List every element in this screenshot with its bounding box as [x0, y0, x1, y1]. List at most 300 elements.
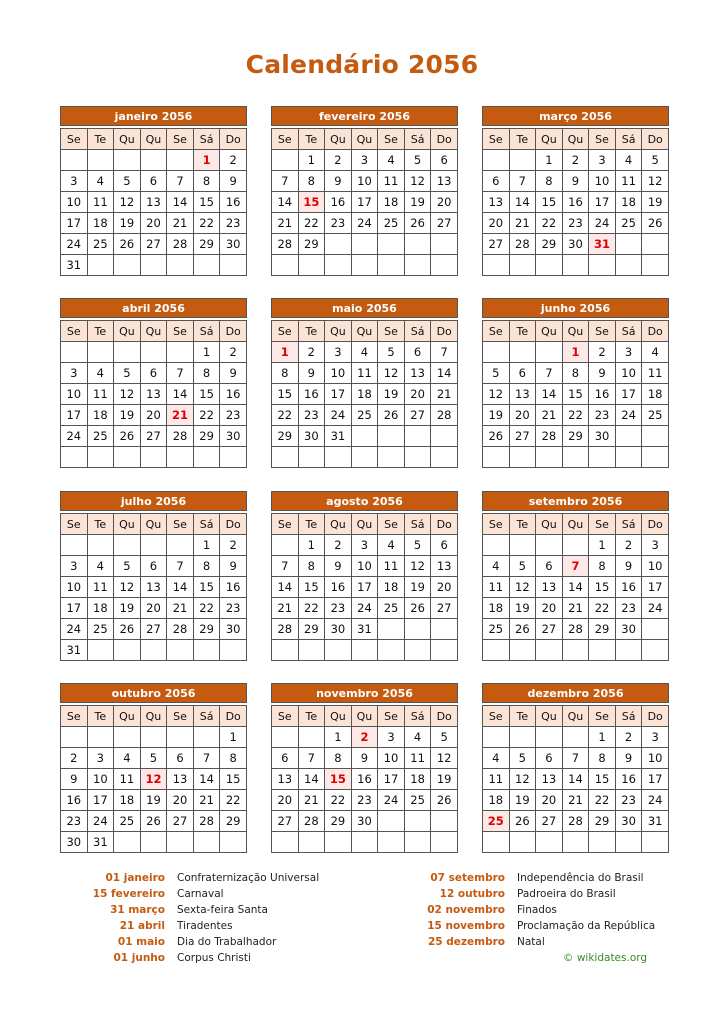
day-cell: 7	[167, 363, 194, 384]
day-cell: 2	[220, 535, 247, 556]
day-cell: 26	[431, 790, 458, 811]
empty-cell	[536, 727, 563, 748]
day-cell: 30	[562, 234, 589, 255]
empty-cell	[325, 255, 352, 276]
day-cell: 30	[220, 619, 247, 640]
day-cell: 13	[431, 171, 458, 192]
day-cell: 2	[615, 727, 642, 748]
day-cell: 1	[536, 150, 563, 171]
day-cell: 27	[431, 213, 458, 234]
day-cell: 22	[562, 405, 589, 426]
day-cell: 22	[193, 405, 220, 426]
empty-cell	[140, 342, 167, 363]
month-8	[482, 491, 669, 661]
month-title: abril 2056	[60, 298, 247, 318]
day-cell: 5	[509, 748, 536, 769]
day-cell: 6	[431, 535, 458, 556]
day-cell: 5	[431, 727, 458, 748]
day-cell: 5	[114, 363, 141, 384]
day-cell: 27	[536, 619, 563, 640]
day-cell: 28	[193, 811, 220, 832]
day-cell: 8	[589, 748, 616, 769]
day-cell: 24	[61, 426, 88, 447]
day-cell: 17	[615, 384, 642, 405]
day-cell: 7	[536, 363, 563, 384]
day-cell: 13	[272, 769, 299, 790]
week-row	[272, 577, 458, 598]
day-cell: 17	[589, 192, 616, 213]
day-cell: 3	[61, 363, 88, 384]
day-cell: 26	[642, 213, 669, 234]
day-cell: 16	[589, 384, 616, 405]
empty-cell	[536, 342, 563, 363]
holiday-date: 15 fevereiro	[92, 888, 165, 900]
day-cell: 16	[298, 384, 325, 405]
week-row	[61, 811, 247, 832]
empty-cell	[509, 255, 536, 276]
day-cell: 3	[351, 150, 378, 171]
week-row	[483, 727, 669, 748]
empty-cell	[615, 234, 642, 255]
day-cell: 1	[220, 727, 247, 748]
day-cell: 28	[167, 234, 194, 255]
day-cell: 15	[589, 769, 616, 790]
month-table	[271, 320, 458, 468]
week-row	[272, 769, 458, 790]
day-cell: 19	[114, 598, 141, 619]
month-title: setembro 2056	[482, 491, 669, 511]
weekday-label: Do	[220, 706, 247, 727]
day-cell: 20	[509, 405, 536, 426]
day-cell: 28	[167, 619, 194, 640]
day-cell: 19	[404, 577, 431, 598]
day-cell: 19	[114, 405, 141, 426]
day-cell: 26	[378, 405, 405, 426]
week-row	[61, 832, 247, 853]
day-cell: 26	[509, 619, 536, 640]
day-cell: 4	[378, 150, 405, 171]
day-cell: 21	[562, 790, 589, 811]
week-row	[272, 727, 458, 748]
day-cell: 25	[87, 619, 114, 640]
empty-cell	[509, 342, 536, 363]
day-cell: 24	[351, 598, 378, 619]
empty-cell	[562, 255, 589, 276]
month-table	[271, 705, 458, 853]
day-cell: 23	[615, 598, 642, 619]
empty-cell	[351, 447, 378, 468]
day-cell: 18	[87, 598, 114, 619]
weekday-label: Do	[642, 706, 669, 727]
month-table	[271, 128, 458, 276]
weekday-label: Sá	[193, 321, 220, 342]
empty-cell	[378, 832, 405, 853]
empty-cell	[562, 447, 589, 468]
day-cell: 18	[114, 790, 141, 811]
empty-cell	[325, 832, 352, 853]
month-table	[60, 320, 247, 468]
day-cell: 14	[272, 192, 299, 213]
weekday-label: Qu	[140, 706, 167, 727]
day-cell: 4	[378, 535, 405, 556]
day-cell: 9	[615, 556, 642, 577]
day-cell: 10	[615, 363, 642, 384]
day-cell: 28	[562, 811, 589, 832]
day-cell: 15	[536, 192, 563, 213]
day-cell: 4	[483, 748, 510, 769]
weekday-label: Do	[642, 514, 669, 535]
day-cell: 4	[114, 748, 141, 769]
empty-cell	[431, 447, 458, 468]
page-title: Calendário 2056	[245, 50, 479, 79]
day-cell: 10	[61, 192, 88, 213]
weekday-label: Do	[431, 514, 458, 535]
week-row	[61, 234, 247, 255]
week-row	[61, 363, 247, 384]
empty-cell	[272, 150, 299, 171]
empty-cell	[351, 832, 378, 853]
weekday-label: Se	[167, 514, 194, 535]
empty-cell	[642, 447, 669, 468]
empty-cell	[562, 640, 589, 661]
day-cell: 3	[61, 556, 88, 577]
empty-cell	[509, 535, 536, 556]
day-cell: 5	[114, 556, 141, 577]
empty-cell	[615, 255, 642, 276]
week-row	[272, 790, 458, 811]
week-row	[272, 640, 458, 661]
day-cell: 8	[220, 748, 247, 769]
week-row	[272, 426, 458, 447]
month-table	[271, 513, 458, 661]
day-cell: 10	[351, 171, 378, 192]
day-cell: 15	[589, 577, 616, 598]
day-cell: 12	[114, 577, 141, 598]
day-cell: 25	[378, 598, 405, 619]
day-cell: 23	[589, 405, 616, 426]
weekday-label: Sá	[615, 129, 642, 150]
day-cell: 1	[193, 342, 220, 363]
day-cell: 4	[642, 342, 669, 363]
holiday-date: 12 outubro	[439, 888, 505, 900]
day-cell: 19	[483, 405, 510, 426]
weekday-label: Do	[642, 321, 669, 342]
empty-cell	[167, 832, 194, 853]
day-cell: 15	[193, 192, 220, 213]
empty-cell	[193, 640, 220, 661]
month-6	[60, 491, 247, 661]
empty-cell	[87, 447, 114, 468]
day-cell: 13	[509, 384, 536, 405]
week-row	[61, 447, 247, 468]
empty-cell	[615, 447, 642, 468]
month-10	[271, 683, 458, 853]
day-cell: 12	[114, 192, 141, 213]
day-cell: 9	[325, 171, 352, 192]
day-cell: 31	[325, 426, 352, 447]
holiday-name: Independência do Brasil	[517, 872, 644, 884]
day-cell: 11	[615, 171, 642, 192]
month-4	[271, 298, 458, 468]
week-row	[483, 405, 669, 426]
month-table	[482, 705, 669, 853]
day-cell: 16	[351, 769, 378, 790]
day-cell: 16	[325, 577, 352, 598]
weekday-label: Se	[167, 129, 194, 150]
day-cell: 2	[325, 150, 352, 171]
month-table	[482, 128, 669, 276]
week-row	[61, 640, 247, 661]
empty-cell	[167, 535, 194, 556]
empty-cell	[483, 640, 510, 661]
day-cell: 10	[325, 363, 352, 384]
day-cell: 20	[536, 790, 563, 811]
week-row	[61, 192, 247, 213]
day-cell: 31	[642, 811, 669, 832]
day-cell: 1	[325, 727, 352, 748]
day-cell: 26	[404, 598, 431, 619]
empty-cell	[431, 619, 458, 640]
day-cell: 21	[431, 384, 458, 405]
day-cell: 29	[562, 426, 589, 447]
empty-cell	[193, 447, 220, 468]
empty-cell	[642, 255, 669, 276]
empty-cell	[61, 342, 88, 363]
day-cell: 15	[298, 577, 325, 598]
day-cell: 11	[114, 769, 141, 790]
day-cell: 2	[61, 748, 88, 769]
week-row	[483, 619, 669, 640]
empty-cell	[140, 255, 167, 276]
day-cell: 13	[140, 192, 167, 213]
weekday-label: Se	[589, 129, 616, 150]
week-row	[483, 769, 669, 790]
week-row	[483, 748, 669, 769]
empty-cell	[509, 447, 536, 468]
day-cell: 3	[87, 748, 114, 769]
holiday-date: 31 março	[110, 904, 165, 916]
day-cell: 2	[220, 150, 247, 171]
day-cell: 16	[325, 192, 352, 213]
day-cell: 25	[615, 213, 642, 234]
month-title: maio 2056	[271, 298, 458, 318]
empty-cell	[404, 447, 431, 468]
day-cell: 20	[140, 598, 167, 619]
empty-cell	[193, 832, 220, 853]
weekday-label: Se	[378, 321, 405, 342]
day-cell: 7	[509, 171, 536, 192]
holiday-day-cell: 1	[193, 150, 220, 171]
empty-cell	[114, 640, 141, 661]
empty-cell	[404, 234, 431, 255]
day-cell: 26	[114, 619, 141, 640]
holiday-row	[403, 934, 655, 950]
day-cell: 9	[589, 363, 616, 384]
week-row	[483, 255, 669, 276]
holiday-day-cell: 7	[562, 556, 589, 577]
day-cell: 25	[87, 426, 114, 447]
empty-cell	[404, 832, 431, 853]
empty-cell	[431, 811, 458, 832]
empty-cell	[404, 255, 431, 276]
day-cell: 29	[325, 811, 352, 832]
day-cell: 14	[509, 192, 536, 213]
weekday-label: Qu	[536, 321, 563, 342]
day-cell: 7	[167, 171, 194, 192]
empty-cell	[509, 640, 536, 661]
empty-cell	[642, 832, 669, 853]
day-cell: 10	[61, 384, 88, 405]
day-cell: 23	[325, 213, 352, 234]
day-cell: 5	[483, 363, 510, 384]
weekday-label: Te	[87, 706, 114, 727]
weekday-label: Te	[298, 514, 325, 535]
holiday-row	[403, 918, 655, 934]
weekday-label: Se	[61, 321, 88, 342]
empty-cell	[404, 811, 431, 832]
weekday-label: Se	[272, 706, 299, 727]
empty-cell	[351, 426, 378, 447]
empty-cell	[272, 727, 299, 748]
day-cell: 2	[220, 342, 247, 363]
weekday-label: Te	[509, 321, 536, 342]
month-1	[271, 106, 458, 276]
week-row	[61, 213, 247, 234]
week-row	[272, 556, 458, 577]
month-0	[60, 106, 247, 276]
week-row	[61, 556, 247, 577]
day-cell: 26	[483, 426, 510, 447]
week-row	[483, 556, 669, 577]
day-cell: 5	[378, 342, 405, 363]
day-cell: 31	[61, 640, 88, 661]
day-cell: 12	[642, 171, 669, 192]
empty-cell	[140, 447, 167, 468]
day-cell: 15	[193, 577, 220, 598]
weekday-label: Se	[483, 321, 510, 342]
empty-cell	[61, 447, 88, 468]
day-cell: 30	[351, 811, 378, 832]
weekday-label: Qu	[114, 706, 141, 727]
empty-cell	[87, 255, 114, 276]
month-title: novembro 2056	[271, 683, 458, 703]
month-5	[482, 298, 669, 468]
weekday-label: Se	[483, 706, 510, 727]
day-cell: 30	[61, 832, 88, 853]
empty-cell	[378, 234, 405, 255]
week-row	[272, 598, 458, 619]
week-row	[483, 447, 669, 468]
week-row	[483, 384, 669, 405]
day-cell: 25	[404, 790, 431, 811]
day-cell: 14	[562, 769, 589, 790]
day-cell: 26	[140, 811, 167, 832]
empty-cell	[61, 535, 88, 556]
weekday-label: Sá	[193, 129, 220, 150]
day-cell: 20	[167, 790, 194, 811]
empty-cell	[378, 447, 405, 468]
day-cell: 11	[87, 577, 114, 598]
weekday-label: Qu	[114, 129, 141, 150]
day-cell: 10	[589, 171, 616, 192]
weekday-label: Se	[167, 706, 194, 727]
empty-cell	[325, 234, 352, 255]
week-row	[272, 255, 458, 276]
day-cell: 14	[167, 577, 194, 598]
day-cell: 11	[378, 171, 405, 192]
day-cell: 18	[404, 769, 431, 790]
day-cell: 22	[298, 598, 325, 619]
day-cell: 15	[562, 384, 589, 405]
day-cell: 20	[140, 213, 167, 234]
day-cell: 22	[589, 790, 616, 811]
day-cell: 5	[509, 556, 536, 577]
weekday-label: Sá	[615, 514, 642, 535]
day-cell: 5	[114, 171, 141, 192]
day-cell: 4	[87, 171, 114, 192]
empty-cell	[325, 447, 352, 468]
holiday-date: 15 novembro	[427, 920, 505, 932]
day-cell: 17	[378, 769, 405, 790]
weekday-label: Do	[220, 321, 247, 342]
weekday-label: Do	[220, 514, 247, 535]
day-cell: 9	[615, 748, 642, 769]
empty-cell	[140, 535, 167, 556]
week-row	[272, 150, 458, 171]
weekday-label: Se	[61, 129, 88, 150]
empty-cell	[167, 447, 194, 468]
weekday-label: Se	[167, 321, 194, 342]
day-cell: 17	[61, 598, 88, 619]
weekday-label: Te	[298, 706, 325, 727]
day-cell: 23	[325, 598, 352, 619]
day-cell: 10	[87, 769, 114, 790]
weekday-label: Se	[378, 129, 405, 150]
weekday-label: Se	[378, 706, 405, 727]
day-cell: 5	[140, 748, 167, 769]
holiday-row	[55, 950, 319, 966]
day-cell: 3	[61, 171, 88, 192]
week-row	[61, 769, 247, 790]
day-cell: 18	[378, 577, 405, 598]
weekday-label: Qu	[325, 514, 352, 535]
day-cell: 14	[431, 363, 458, 384]
day-cell: 4	[87, 363, 114, 384]
week-row	[61, 405, 247, 426]
day-cell: 29	[193, 619, 220, 640]
day-cell: 23	[615, 790, 642, 811]
day-cell: 27	[404, 405, 431, 426]
month-9	[60, 683, 247, 853]
day-cell: 11	[87, 384, 114, 405]
day-cell: 6	[140, 171, 167, 192]
day-cell: 3	[351, 535, 378, 556]
empty-cell	[272, 832, 299, 853]
day-cell: 18	[351, 384, 378, 405]
week-row	[483, 811, 669, 832]
day-cell: 12	[378, 363, 405, 384]
day-cell: 6	[167, 748, 194, 769]
empty-cell	[483, 727, 510, 748]
empty-cell	[87, 150, 114, 171]
holiday-name: Proclamação da República	[517, 920, 656, 932]
weekday-label: Qu	[536, 129, 563, 150]
holiday-row	[55, 918, 319, 934]
day-cell: 28	[272, 619, 299, 640]
week-row	[61, 727, 247, 748]
day-cell: 3	[589, 150, 616, 171]
empty-cell	[509, 832, 536, 853]
